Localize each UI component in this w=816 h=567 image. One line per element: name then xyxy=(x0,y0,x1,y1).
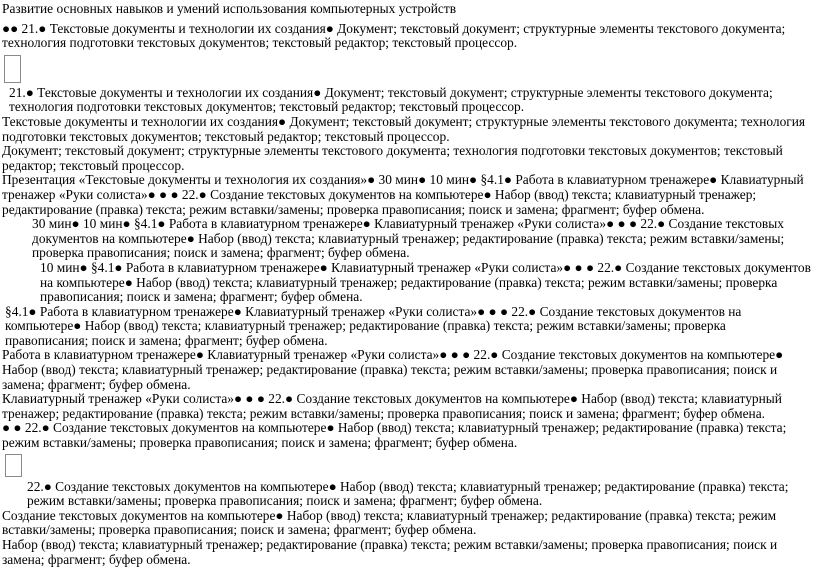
paragraph-5: Презентация «Текстовые документы и технология их создания»● 30 мин● 10 мин● §4.1● Работа в клавиатурном тренажере● Клавиатурный тренажер «Руки солиста»● ● ● 22.● Создание текстовых документов на компьютере● Набор (ввод) текста; клавиатурный тренажер; редактирование (правка) текста; режим вставки/замены; проверка правописания; поиск и замена; фрагмент; буфер обмена. xyxy=(2,172,804,217)
image-placeholder-2 xyxy=(5,454,22,477)
paragraph-8: §4.1● Работа в клавиатурном тренажере● Клавиатурный тренажер «Руки солиста»● ● ● 22.● Создание текстовых документов на компьютере● Набор (ввод) текста; клавиатурный тренажер; редактирование (правка) текста; режим вставки/замены; проверка правописания; поиск и замена; фрагмент; буфер обмена. xyxy=(5,303,742,348)
image-placeholder-1 xyxy=(4,55,21,83)
paragraph-12: 22.● Создание текстовых документов на компьютере● Набор (ввод) текста; клавиатурный тренажер; редактирование (правка) текста; режим вставки/замены; проверка правописания; поиск и замена; фрагмент; буфер обмена. xyxy=(27,478,789,509)
paragraph-2: 21.● Текстовые документы и технологии их создания● Документ; текстовый документ; структурные элементы текстового документа; технология подготовки текстовых документов; текстовый редактор; текстовый процессор. xyxy=(9,84,773,115)
paragraph-14: Набор (ввод) текста; клавиатурный тренажер; редактирование (правка) текста; режим вставки/замены; проверка правописания; поиск и замена; фрагмент; буфер обмена. xyxy=(2,537,778,567)
paragraph-3: Текстовые документы и технологии их создания● Документ; текстовый документ; структурные элементы текстового документа; технология подготовки текстовых документов; текстовый редактор; текстовый процессор. xyxy=(2,113,806,144)
paragraph-4: Документ; текстовый документ; структурные элементы текстового документа; технология подготовки текстовых документов; текстовый редактор; текстовый процессор. xyxy=(2,143,783,173)
document-title: Развитие основных навыков и умений использования компьютерных устройств xyxy=(2,1,457,16)
paragraph-9: Работа в клавиатурном тренажере● Клавиатурный тренажер «Руки солиста»● ● ● 22.● Создание текстовых документов на компьютере● Набор (ввод) текста; клавиатурный тренажер; редактирование (правка) текста; режим вставки/замены; проверка правописания; поиск и замена; фрагмент; буфер обмена. xyxy=(2,347,784,392)
paragraph-11: ● ● 22.● Создание текстовых документов на компьютере● Набор (ввод) текста; клавиатурный тренажер; редактирование (правка) текста; режим вставки/замены; проверка правописания; поиск и замена; фрагмент; буфер обмена. xyxy=(2,420,787,451)
paragraph-6: 30 мин● 10 мин● §4.1● Работа в клавиатурном тренажере● Клавиатурный тренажер «Руки солиста»● ● ● 22.● Создание текстовых документов на компьютере● Набор (ввод) текста; клавиатурный тренажер; редактирование (правка) текста; режим вставки/замены; проверка правописания; поиск и замена; фрагмент; буфер обмена. xyxy=(32,216,785,261)
paragraph-10: Клавиатурный тренажер «Руки солиста»● ● ● 22.● Создание текстовых документов на компьютере● Набор (ввод) текста; клавиатурный тренажер; редактирование (правка) текста; режим вставки/замены; проверка правописания; поиск и замена; фрагмент; буфер обмена. xyxy=(2,391,782,421)
paragraph-7: 10 мин● §4.1● Работа в клавиатурном тренажере● Клавиатурный тренажер «Руки солиста»● ● ● 22.● Создание текстовых документов на компьютере● Набор (ввод) текста; клавиатурный тренажер; редактирование (правка) текста; режим вставки/замены; проверка правописания; поиск и замена; фрагмент; буфер обмена. xyxy=(40,259,811,305)
paragraph-1: ●● 21.● Текстовые документы и технологии их создания● Документ; текстовый документ; структурные элементы текстового документа; технология подготовки текстовых документов; текстовый редактор; текстовый процессор. xyxy=(2,20,786,51)
paragraph-13: Создание текстовых документов на компьютере● Набор (ввод) текста; клавиатурный тренажер; редактирование (правка) текста; режим вставки/замены; проверка правописания; поиск и замена; фрагмент; буфер обмена. xyxy=(2,507,777,538)
